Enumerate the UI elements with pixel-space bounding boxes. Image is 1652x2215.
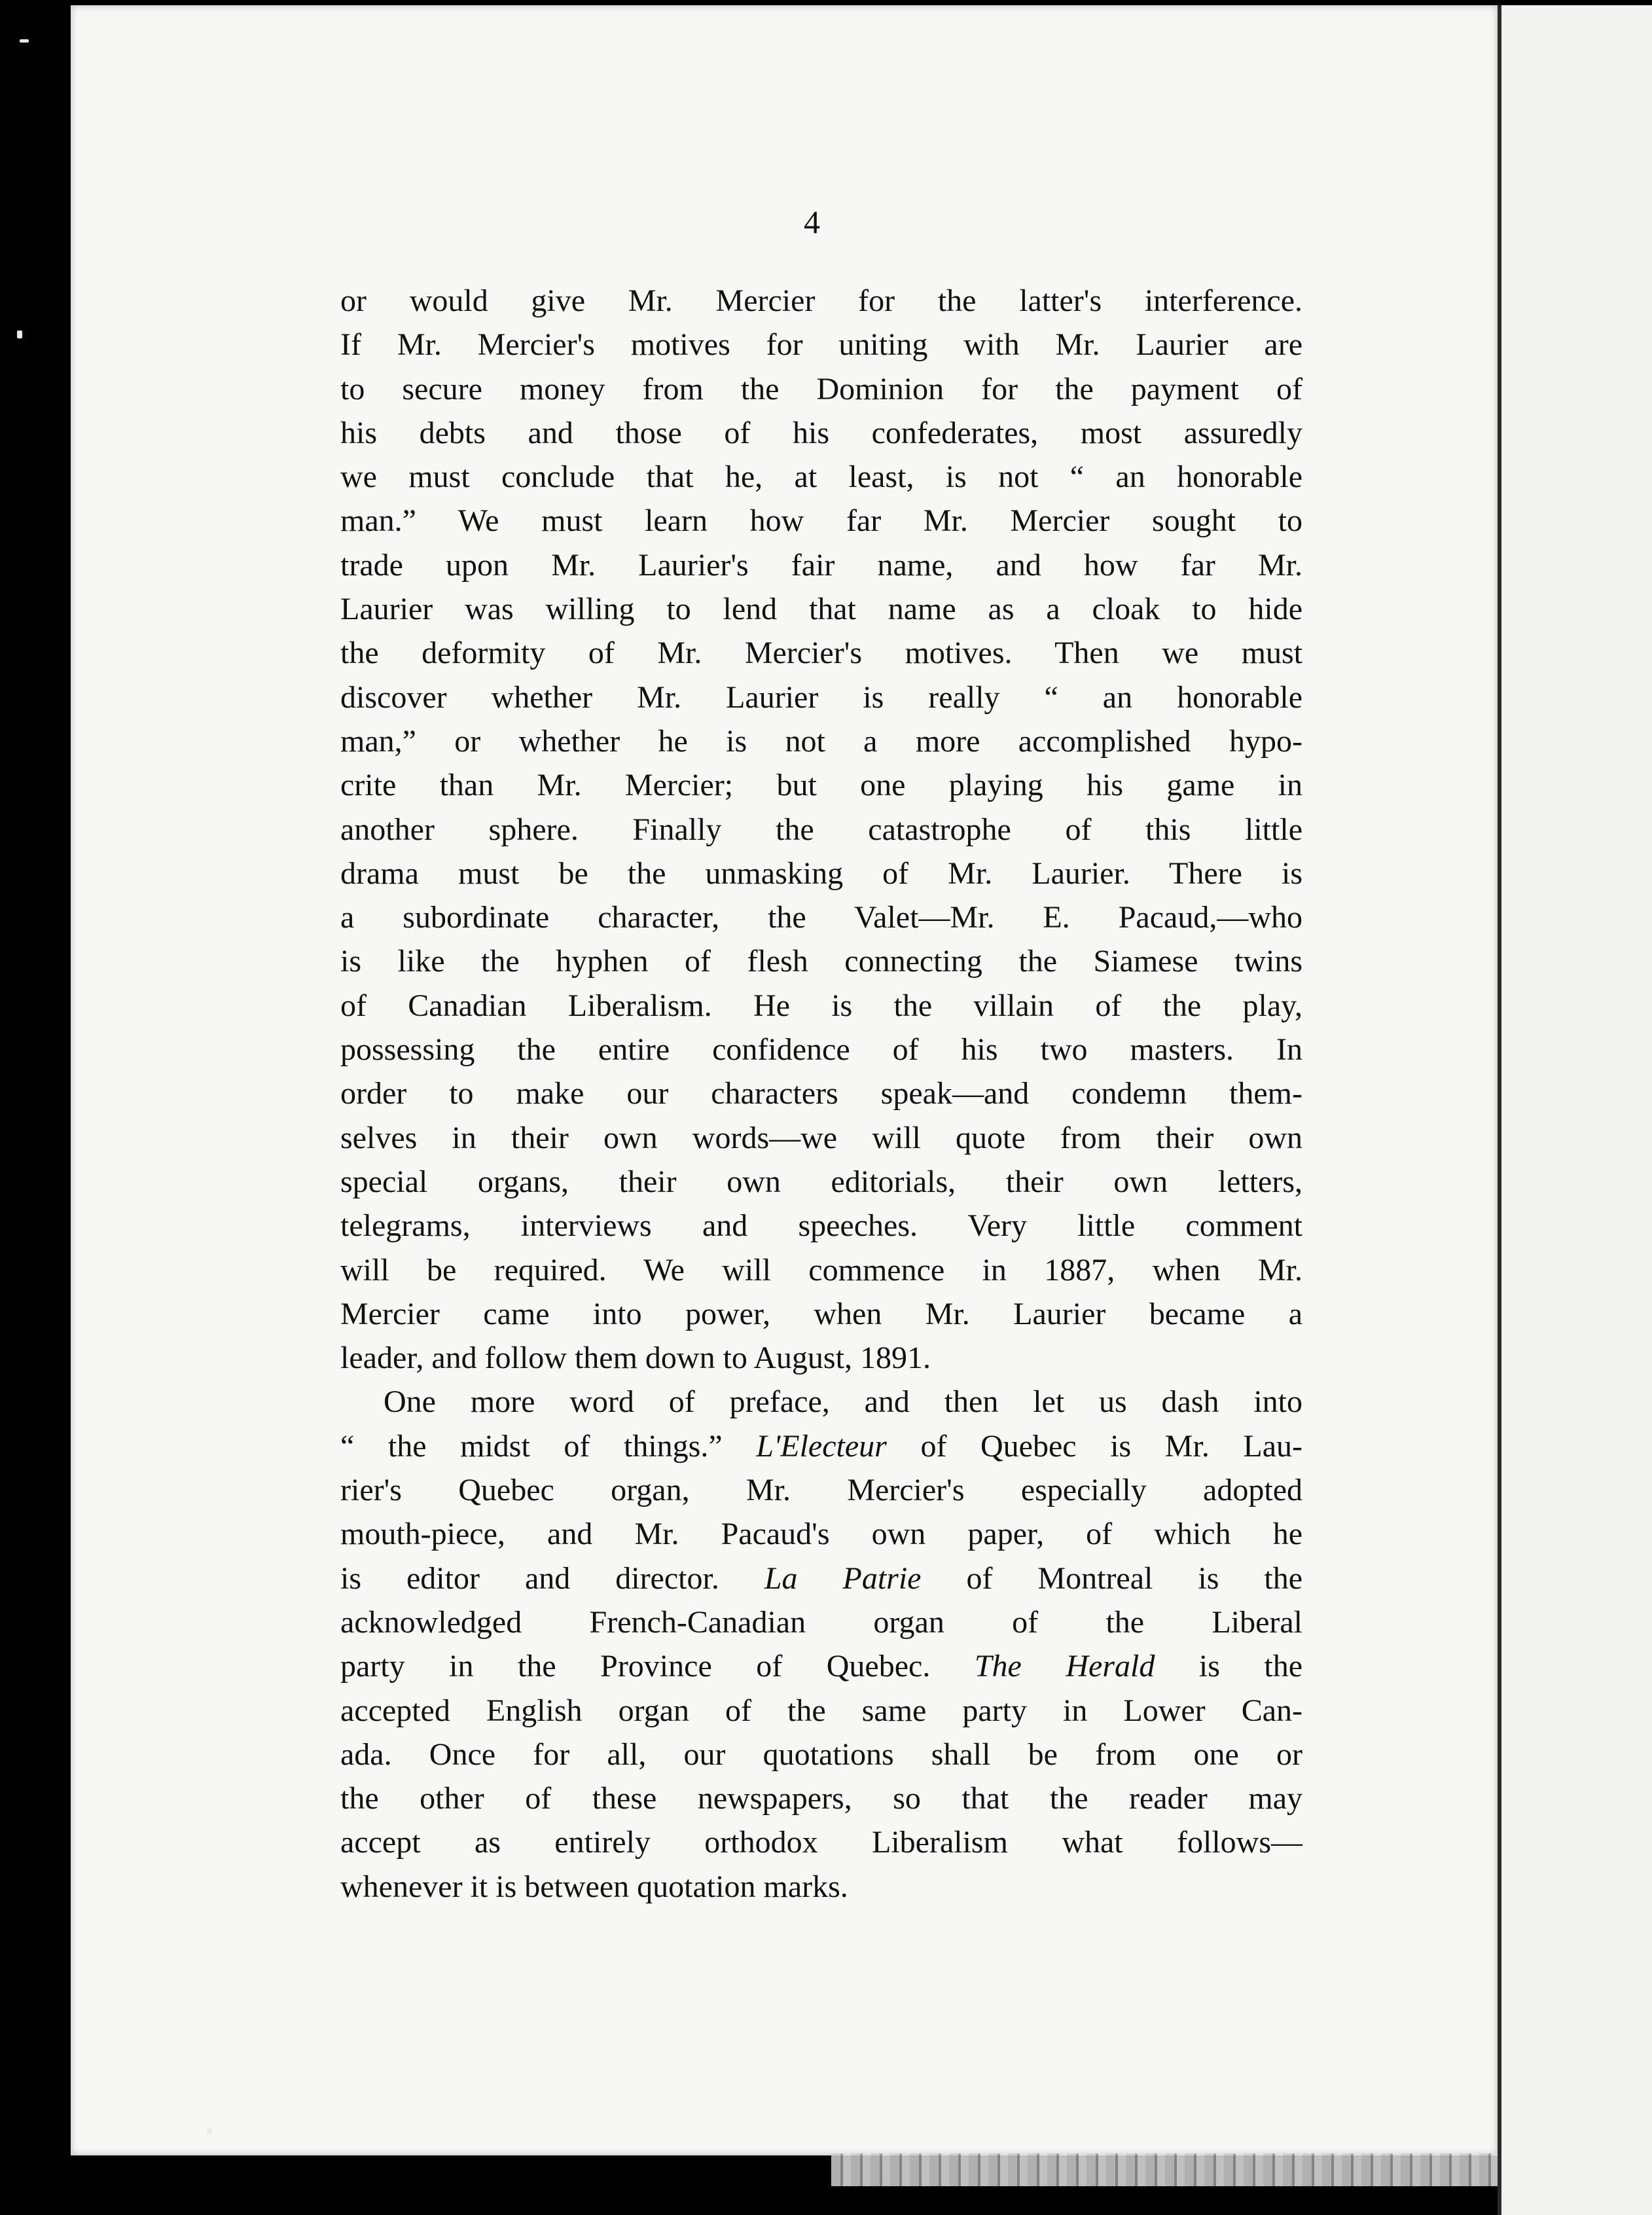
- text-line: possessing the entire confidence of his two masters. In: [340, 1032, 1302, 1068]
- text-line: special organs, their own editorials, their own letters,: [340, 1164, 1302, 1199]
- scan-speck: [17, 331, 22, 338]
- text-line: the other of these newspapers, so that the reader may: [340, 1781, 1302, 1816]
- text-line: man.” We must learn how far Mr. Mercier sought to: [340, 503, 1302, 539]
- newspaper-title-la-patrie: La Patrie: [764, 1560, 922, 1596]
- paragraph-2: [340, 1380, 1302, 1909]
- text-line: whenever it is between quotation marks.: [340, 1869, 848, 1904]
- text-line: will be required. We will commence in 1887, when Mr.: [340, 1252, 1302, 1288]
- text-segment: “ the midst of things.”: [340, 1428, 723, 1464]
- text-line: ada. Once for all, our quotations shall be from one or: [340, 1737, 1302, 1772]
- text-line: we must conclude that he, at least, is not “ an honorable: [340, 459, 1302, 495]
- scan-speck: [20, 39, 29, 43]
- text-line: to secure money from the Dominion for the payment of: [340, 371, 1302, 406]
- text-line: his debts and those of his confederates, most assuredly: [340, 415, 1302, 450]
- text-line: Laurier was willing to lend that name as a cloak to hide: [340, 592, 1302, 627]
- text-line: of Canadian Liberalism. He is the villain of the play,: [340, 988, 1302, 1023]
- text-segment: is the: [1198, 1649, 1303, 1684]
- text-line: accept as entirely orthodox Liberalism what follows—: [340, 1825, 1302, 1860]
- text-line: Mercier came into power, when Mr. Laurier became a: [340, 1296, 1302, 1331]
- text-line: telegrams, interviews and speeches. Very little comment: [340, 1208, 1302, 1244]
- text-line: If Mr. Mercier's motives for uniting with Mr. Laurier are: [340, 327, 1302, 363]
- paragraph-1: [340, 279, 1302, 1380]
- text-line: is like the hyphen of flesh connecting the Siamese twins: [340, 944, 1302, 979]
- text-line: crite than Mr. Mercier; but one playing his game in: [340, 768, 1302, 803]
- text-line: leader, and follow them down to August, 1891.: [340, 1341, 931, 1376]
- body-text: [340, 279, 1302, 1909]
- text-line: man,” or whether he is not a more accomplished hypo-: [340, 723, 1302, 759]
- text-line: [340, 1557, 1302, 1600]
- scanned-page: [71, 5, 1498, 2155]
- text-line: One more word of preface, and then let us dash into: [384, 1384, 1302, 1420]
- newspaper-title-the-herald: The Herald: [974, 1649, 1155, 1684]
- text-line: [340, 1644, 1302, 1688]
- text-segment: is editor and director.: [340, 1560, 719, 1596]
- text-line: a subordinate character, the Valet—Mr. E. Pacaud,—who: [340, 900, 1302, 935]
- text-line: acknowledged French-Canadian organ of the Liberal: [340, 1604, 1302, 1640]
- scan-speck: [207, 2129, 212, 2134]
- text-segment: of Montreal is the: [966, 1560, 1303, 1596]
- adjacent-page-edge: [1498, 5, 1652, 2215]
- text-line: accepted English organ of the same party in Lower Can-: [340, 1693, 1302, 1728]
- text-line: the deformity of Mr. Mercier's motives. Then we must: [340, 636, 1302, 671]
- text-line: or would give Mr. Mercier for the latter's interference.: [340, 283, 1302, 318]
- text-line: rier's Quebec organ, Mr. Mercier's especially adopted: [340, 1473, 1302, 1508]
- text-line: mouth-piece, and Mr. Pacaud's own paper, of which he: [340, 1517, 1302, 1552]
- scan-edge-strip: [831, 2153, 1498, 2186]
- text-line: drama must be the unmasking of Mr. Laurier. There is: [340, 855, 1302, 891]
- text-segment: of Quebec is Mr. Lau-: [920, 1428, 1303, 1464]
- text-line: trade upon Mr. Laurier's fair name, and how far Mr.: [340, 547, 1302, 583]
- text-line: another sphere. Finally the catastrophe of this little: [340, 812, 1302, 847]
- newspaper-title-l-electeur: L'Electeur: [756, 1428, 887, 1464]
- text-line: selves in their own words—we will quote from their own: [340, 1120, 1302, 1155]
- text-line: order to make our characters speak—and condemn them-: [340, 1076, 1302, 1111]
- text-segment: party in the Province of Quebec.: [340, 1649, 931, 1684]
- text-line: discover whether Mr. Laurier is really “ an honorable: [340, 679, 1302, 715]
- page-number: 4: [804, 204, 820, 240]
- text-line: [340, 1424, 1302, 1468]
